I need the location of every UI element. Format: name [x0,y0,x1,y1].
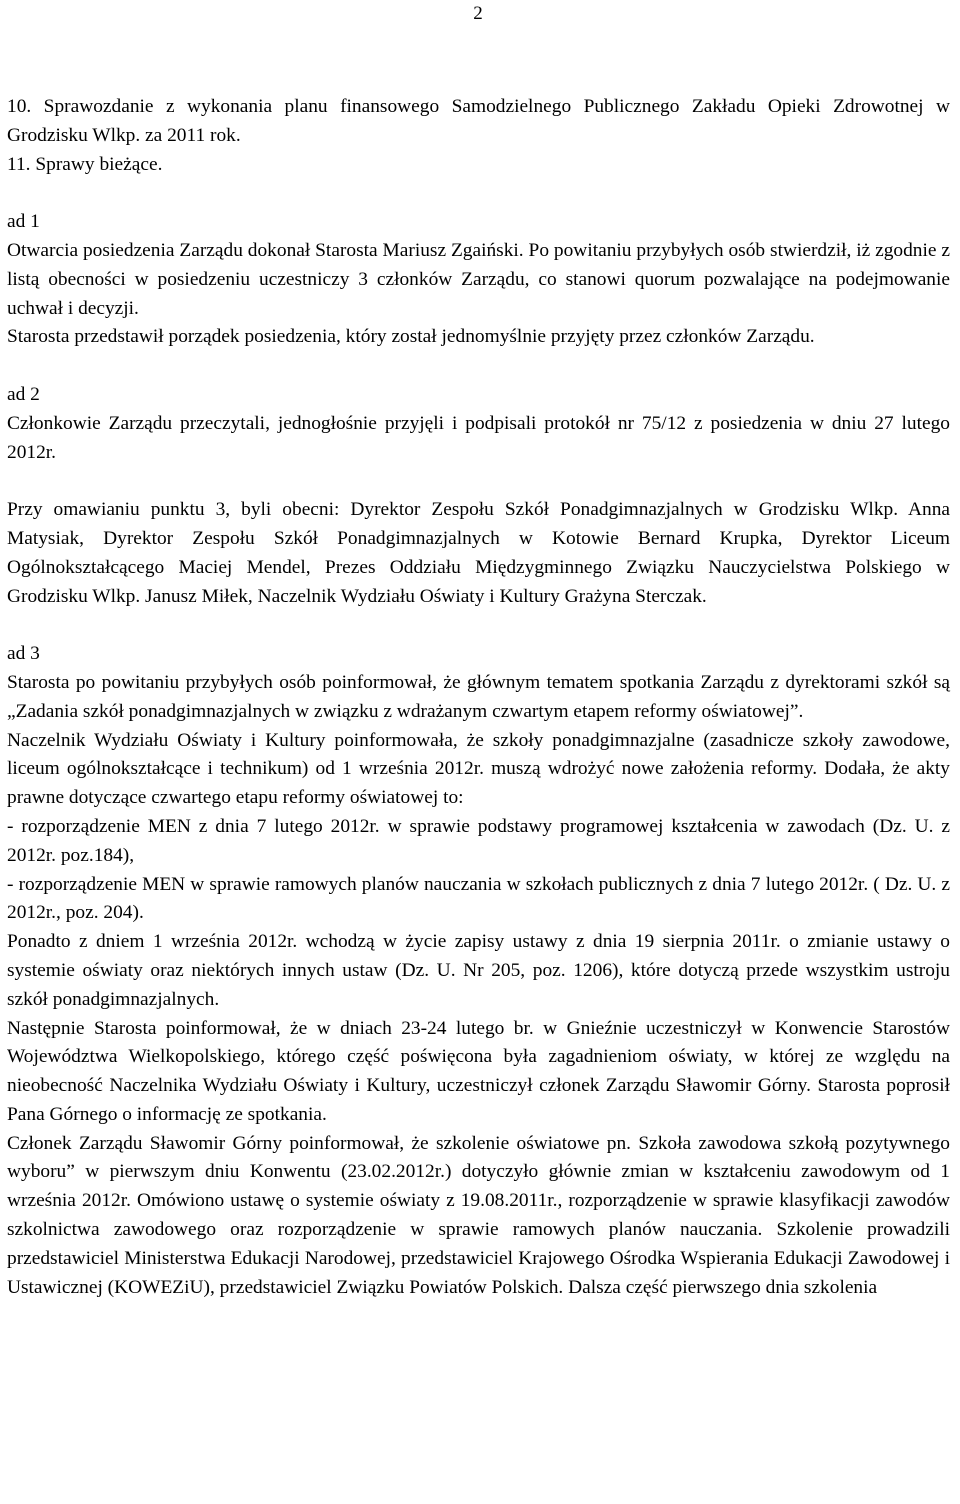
paragraph: Starosta po powitaniu przybyłych osób poinformował, że głównym tematem spotkania Zarządu z dyrektorami szkół są „Zadania szkół ponadgimnazjalnych w związku z wdrażanym czwartym etapem reformy oświatowej”. [7,671,950,722]
section-heading-ad-3: ad 3 [7,643,40,665]
paragraph: Starosta przedstawił porządek posiedzenia, który został jednomyślnie przyjęty przez członków Zarządu. [7,326,815,348]
paragraph: Przy omawianiu punktu 3, byli obecni: Dyrektor Zespołu Szkół Ponadgimnazjalnych w Grodzisku Wlkp. Anna Matysiak, Dyrektor Zespołu Szkół Ponadgimnazjalnych w Kotowie Bernard Krupka, Dyrektor Liceum Ogólnokształcącego Maciej Mendel, Prezes Oddziału Międzygminnego Związku Nauczycielstwa Polskiego w Grodzisku Wlkp. Janusz Miłek, Naczelnik Wydziału Oświaty i Kultury Grażyna Sterczak. [7,499,950,607]
agenda-item-10: 10. Sprawozdanie z wykonania planu finansowego Samodzielnego Publicznego Zakładu Opieki Zdrowotnej w Grodzisku Wlkp. za 2011 rok. [7,96,950,146]
page-number: 2 [473,3,483,24]
agenda-item-11: 11. Sprawy bieżące. [7,153,163,175]
paragraph: Ponadto z dniem 1 września 2012r. wchodzą w życie zapisy ustawy z dnia 19 sierpnia 2011r. o zmianie ustawy o systemie oświaty oraz niektórych innych ustaw (Dz. U. Nr 205, poz. 1206), które dotyczą przede wszystkim ustroju szkół ponadgimnazjalnych. [7,931,950,1010]
paragraph: Następnie Starosta poinformował, że w dniach 23-24 lutego br. w Gnieźnie uczestniczył w Konwencie Starostów Województwa Wielkopolskiego, którego część poświęcona była zagadnieniom oświaty, w której ze względu na nieobecność Naczelnika Wydziału Oświaty i Kultury, uczestniczył członek Zarządu Sławomir Górny. Starosta poprosił Pana Górnego o informację ze spotkania. [7,1017,950,1125]
paragraph: Członkowie Zarządu przeczytali, jednogłośnie przyjęli i podpisali protokół nr 75/12 z posiedzenia w dniu 27 lutego 2012r. [7,412,950,463]
legal-act-item: - rozporządzenie MEN w sprawie ramowych planów nauczania w szkołach publicznych z dnia 7 lutego 2012r. ( Dz. U. z 2012r., poz. 204). [7,873,950,924]
section-heading-ad-1: ad 1 [7,211,40,233]
legal-act-item: - rozporządzenie MEN z dnia 7 lutego 2012r. w sprawie podstawy programowej kształcenia w zawodach (Dz. U. z 2012r. poz.184), [7,815,950,866]
paragraph: Członek Zarządu Sławomir Górny poinformował, że szkolenie oświatowe pn. Szkoła zawodowa szkołą pozytywnego wyboru” w pierwszym dniu Konwentu (23.02.2012r.) dotyczyło głównie zmian w kształceniu zawodowym od 1 września 2012r. Omówiono ustawę o systemie oświaty z 19.08.2011r., rozporządzenie w sprawie klasyfikacji zawodów szkolnictwa zawodowego oraz rozporządzenie w sprawie ramowych planów nauczania. Szkolenie prowadzili przedstawiciel Ministerstwa Edukacji Narodowej, przedstawiciel Krajowego Ośrodka Wspierania Edukacji Zawodowej i Ustawicznej (KOWEZiU), przedstawiciel Związku Powiatów Polskich. Dalsza część pierwszego dnia szkolenia [7,1132,950,1298]
section-heading-ad-2: ad 2 [7,383,40,405]
paragraph: Otwarcia posiedzenia Zarządu dokonał Starosta Mariusz Zgaiński. Po powitaniu przybyłych osób stwierdził, iż zgodnie z listą obecności w posiedzeniu uczestniczy 3 członków Zarządu, co stanowi quorum pozwalające na podejmowanie uchwał i decyzji. [7,239,950,319]
document-body [7,93,950,1302]
paragraph: Naczelnik Wydziału Oświaty i Kultury poinformowała, że szkoły ponadgimnazjalne (zasadnicze szkoły zawodowe, liceum ogólnokształcące i technikum) od 1 września 2012r. muszą wdrożyć nowe założenia reformy. Dodała, że akty prawne dotyczące czwartego etapu reformy oświatowej to: [7,729,950,809]
